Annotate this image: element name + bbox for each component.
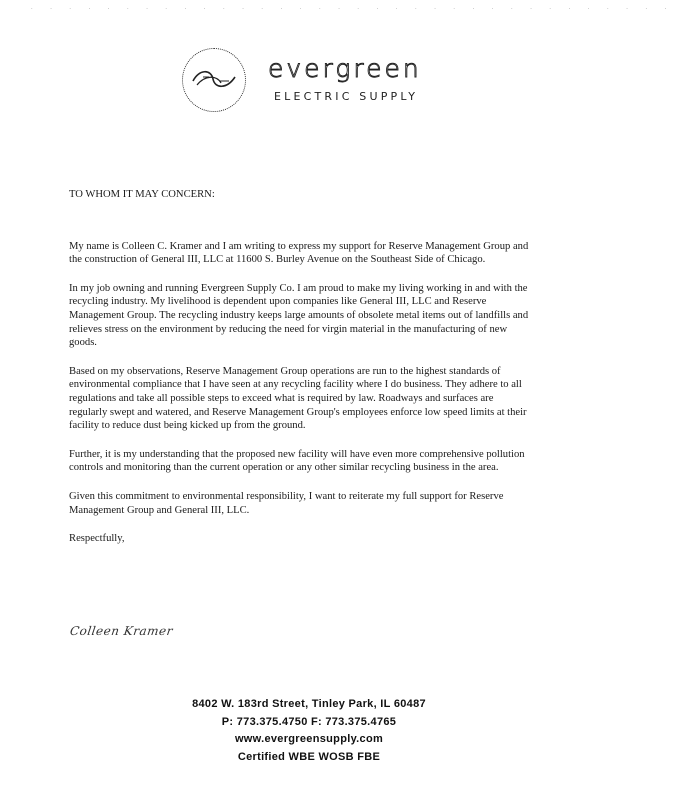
- handwritten-signature: Colleen Kramer: [69, 624, 174, 638]
- footer-website-link[interactable]: www.evergreensupply.com: [234, 733, 384, 745]
- paragraph-new-facility: Further, it is my understanding that the proposed new facility will have even more comprehensive pollution controls and monitoring than the current operation or any other similar recycling business in the area.: [69, 448, 525, 474]
- footer-address: 8402 W. 183rd Street, Tinley Park, IL 60487: [192, 698, 426, 710]
- footer-certifications: Certified WBE WOSB FBE: [237, 750, 381, 763]
- brand-name: evergreen: [268, 54, 422, 83]
- scan-edge-artifact: . . . . . . . . . . . . . . . . . . . . . . . . . . . . . . . . . .: [30, 4, 673, 11]
- letterhead-logo: [182, 48, 442, 128]
- salutation: TO WHOM IT MAY CONCERN:: [69, 189, 215, 200]
- paragraph-observations: Based on my observations, Reserve Management Group operations are run to the highest standards of environmental compliance that I have seen at any recycling facility where I do business. They adhere to all regulations and take all possible steps to exceed what is required by law. Roadways and surfaces are regularly swept and watered, and Reserve Management Group's employees enforce low speed limits at their facility to reduce dust being kicked up from the ground.: [69, 365, 527, 432]
- letterhead-footer: [0, 696, 618, 766]
- evergreen-swirl-logo-icon: [182, 48, 246, 112]
- letter-body: [69, 188, 529, 546]
- paragraph-intro: My name is Colleen C. Kramer and I am writing to express my support for Reserve Management Group and the construction of General III, LLC at 11600 S. Burley Avenue on the Southeast Side of Chicago.: [69, 240, 529, 266]
- footer-phone-fax: P: 773.375.4750 F: 773.375.4765: [221, 715, 397, 728]
- closing: Respectfully,: [69, 533, 125, 545]
- paragraph-reiterate-support: Given this commitment to environmental responsibility, I want to reiterate my full support for Reserve Management Group and General III, LLC.: [69, 490, 504, 516]
- paragraph-livelihood: In my job owning and running Evergreen Supply Co. I am proud to make my living working in and with the recycling industry. My livelihood is dependent upon companies like General III, LLC and Reserve Management Group. The recycling industry keeps large amounts of obsolete metal items out of landfills and relieves stress on the environment by reducing the need for virgin material in the manufacturing of new goods.: [69, 282, 529, 349]
- brand-subtitle: ELECTRIC SUPPLY: [274, 90, 419, 103]
